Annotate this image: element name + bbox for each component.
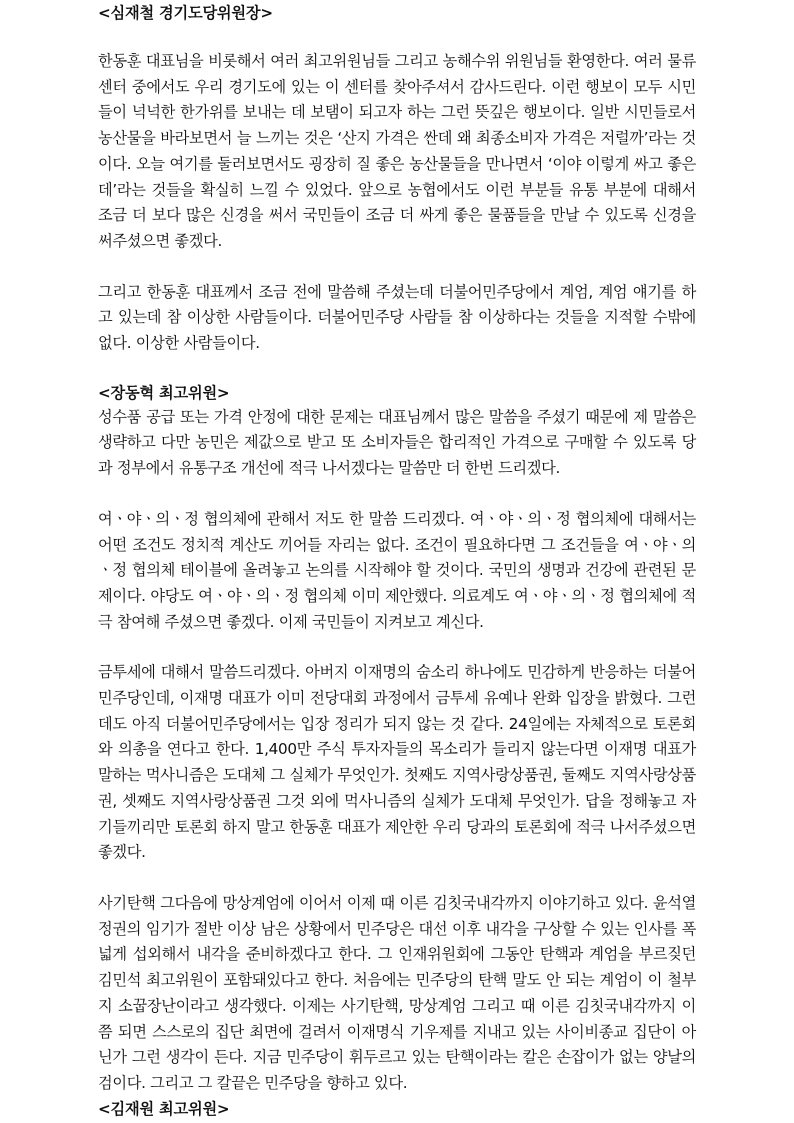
- paragraph: 한동훈 대표님을 비롯해서 여러 최고위원님들 그리고 농해수위 위원님들 환영한다. 여러 물류센터 중에서도 우리 경기도에 있는 이 센터를 찾아주셔서 감사드린다. 이런 행보이 모두 시민들이 넉넉한 한가위를 보내는 데 보탬이 되고자 하는 그런 뜻깊은 행보이다. 일반 시민들로서 농산물을 바라보면서 늘 느끼는 것은 ‘산지 가격은 싼데 왜 최종소비자 가격은 저럴까’라는 것이다. 오늘 여기를 둘러보면서도 굉장히 질 좋은 농산물들을 만나면서 ‘이야 이렇게 싸고 좋은데’라는 것들을 확실히 느낄 수 있었다. 앞으로 농협에서도 이런 부분들 유통 부분에 대해서 조금 더 보다 많은 신경을 써서 국민들이 조금 더 싸게 좋은 물품들을 만날 수 있도록 신경을 써주셨으면 좋겠다.: [98, 52, 696, 250]
- paragraph: 금투세에 대해서 말씀드리겠다. 아버지 이재명의 숨소리 하나에도 민감하게 반응하는 더불어민주당인데, 이재명 대표가 이미 전당대회 과정에서 금투세 유예나 완화 입장을 밝혔다. 그런데도 아직 더불어민주당에서는 입장 정리가 되지 않는 것 같다. 24일에는 자체적으로 토론회와 의총을 연다고 한다. 1,400만 주식 투자자들의 목소리가 들리지 않는다면 이재명 대표가 말하는 먹사니즘은 도대체 그 실체가 무엇인가. 첫째도 지역사랑상품권, 둘째도 지역사랑상품권, 셋째도 지역사랑상품권 그것 외에 먹사니즘의 실체가 도대체 무엇인가. 답을 정해놓고 자기들끼리만 토론회 하지 말고 한동훈 대표가 제안한 우리 당과의 토론회에 적극 나서주셨으면 좋겠다.: [98, 663, 696, 862]
- paragraph: 그리고 한동훈 대표께서 조금 전에 말씀해 주셨는데 더불어민주당에서 계엄, 계엄 얘기를 하고 있는데 참 이상한 사람들이다. 더불어민주당 사람들 참 이상하다는 것들을 지적할 수밖에 없다. 이상한 사람들이다.: [98, 282, 696, 353]
- paragraph: 여ㆍ야ㆍ의ㆍ정 협의체에 관해서 저도 한 말씀 드리겠다. 여ㆍ야ㆍ의ㆍ정 협의체에 대해서는 어떤 조건도 정치적 계산도 끼어들 자리는 없다. 조건이 필요하다면 그 조건들을 여ㆍ야ㆍ의ㆍ정 협의체 테이블에 올려놓고 논의를 시작해야 할 것이다. 국민의 생명과 건강에 관련된 문제이다. 야당도 여ㆍ야ㆍ의ㆍ정 협의체 이미 제안했다. 의료계도 여ㆍ야ㆍ의ㆍ정 협의체에 적극 참여해 주셨으면 좋겠다. 이제 국민들이 지켜보고 계신다.: [98, 509, 696, 631]
- document-page: [98, 0, 696, 1121]
- paragraph: 성수품 공급 또는 가격 안정에 대한 문제는 대표님께서 많은 말씀을 주셨기 때문에 제 말씀은 생략하고 다만 농민은 제값으로 받고 또 소비자들은 합리적인 가격으로 구매할 수 있도록 당과 정부에서 유통구조 개선에 적극 나서겠다는 말씀만 더 한번 드리겠다.: [98, 407, 696, 478]
- paragraph: 사기탄핵 그다음에 망상계엄에 이어서 이제 때 이른 김칫국내각까지 이야기하고 있다. 윤석열 정권의 임기가 절반 이상 남은 상황에서 민주당은 대선 이후 내각을 구상할 수 있는 인사를 폭넓게 섭외해서 내각을 준비하겠다고 한다. 그 인재위원회에 그동안 탄핵과 계엄을 부르짖던 김민석 최고위원이 포함돼있다고 한다. 처음에는 민주당의 탄핵 말도 안 되는 계엄이 이 철부지 소꿉장난이라고 생각했다. 이제는 사기탄핵, 망상계엄 그리고 때 이른 김칫국내각까지 이쯤 되면 스스로의 집단 최면에 걸려서 이재명식 기우제를 지내고 있는 사이비종교 집단이 아닌가 그런 생각이 든다. 지금 민주당이 휘두르고 있는 탄핵이라는 칼은 손잡이가 없는 양날의 검이다. 그리고 그 칼끝은 민주당을 향하고 있다.: [98, 893, 696, 1092]
- speaker-heading: <장동혁 최고위원>: [98, 383, 230, 402]
- speaker-heading: <심재철 경기도당위원장>: [98, 4, 273, 22]
- speaker-heading: <김재원 최고위원>: [98, 1099, 230, 1118]
